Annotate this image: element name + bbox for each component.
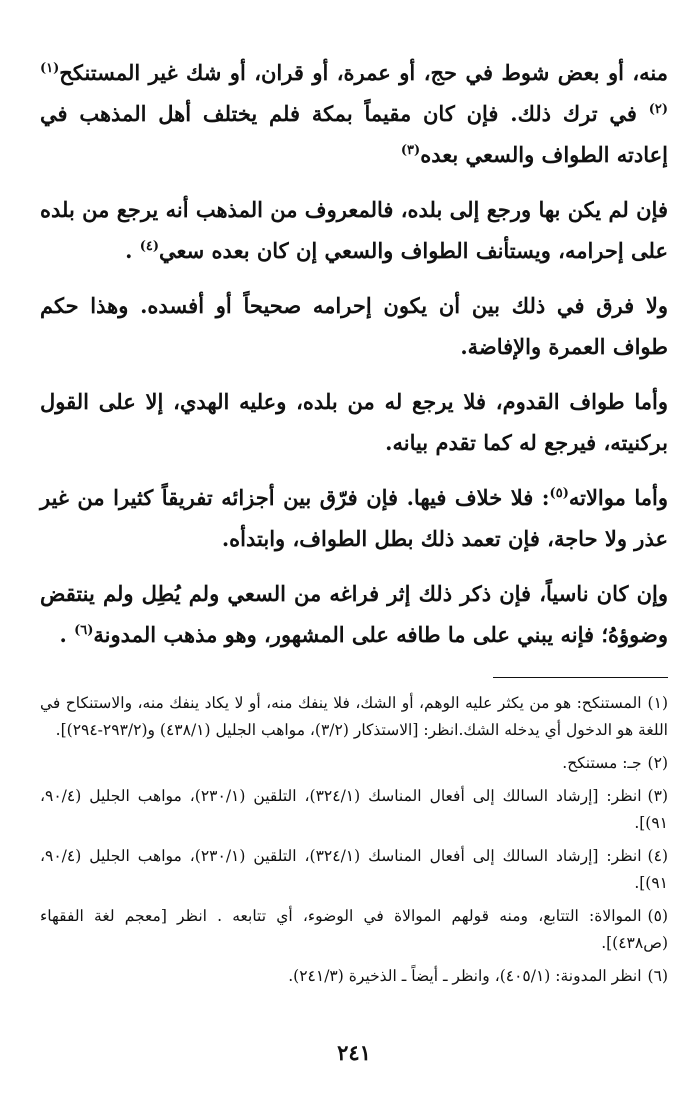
footnote-6 — [40, 963, 668, 990]
footnote-number: (١) — [647, 694, 668, 712]
footnote-number: (٣) — [647, 787, 668, 805]
paragraph-4 — [40, 381, 668, 463]
paragraph-2 — [40, 189, 668, 271]
footnotes — [40, 690, 668, 996]
footnote-ref: (٦) — [74, 623, 94, 638]
footnote-ref: (٣) — [400, 143, 421, 158]
paragraph-text: . — [59, 622, 75, 647]
paragraph-3 — [40, 285, 668, 367]
footnote-ref: (٤) — [139, 239, 159, 254]
footnote-5 — [40, 903, 668, 957]
footnote-4 — [40, 843, 668, 897]
paragraph-5 — [40, 477, 668, 559]
paragraph-text: وأما طواف القدوم، فلا يرجع له من بلده، وعليه الهدي، إلا على القول بركنيته، فيرجع له كما تقدم بيانه. — [40, 389, 668, 455]
footnote-number: (٤) — [647, 847, 668, 865]
footnote-text: انظر: [إرشاد السالك إلى أفعال المناسك (٣٢٤/١)، التلقين (٢٣٠/١)، مواهب الجليل (٩٠/٤، ٩١)]. — [40, 787, 668, 832]
footnote-number: (٥) — [647, 907, 668, 925]
footnote-text: الموالاة: التتابع، ومنه قولهم الموالاة في الوضوء، أي تتابعه . انظر [معجم لغة الفقهاء (ص٤٣٨)]. — [40, 907, 668, 952]
paragraph-text: وإن كان ناسياً، فإن ذكر ذلك إثر فراغه من السعي ولم يُطِل ولم ينتقض وضوؤهُ؛ فإنه يبني على ما طافه على المشهور، وهو مذهب المدونة — [40, 581, 669, 647]
paragraph-text: . — [125, 238, 140, 263]
footnote-divider — [493, 677, 668, 678]
footnote-ref: (٥) — [549, 486, 569, 501]
paragraph-1 — [40, 52, 668, 175]
paragraph-lead: وأما موالاته — [568, 485, 668, 510]
footnote-2 — [40, 750, 668, 777]
page-number: ٢٤١ — [337, 1040, 371, 1065]
paragraph-text: : فلا خلاف فيها. فإن فرّق بين أجزائه تفريقاً كثيرا من غير عذر ولا حاجة، فإن تعمد ذلك بطل الطواف، وابتدأه. — [40, 485, 668, 551]
paragraph-text: في ترك ذلك. فإن كان مقيماً بمكة فلم يختلف أهل المذهب في إعادته الطواف والسعي بعده — [40, 101, 668, 167]
footnote-1 — [40, 690, 668, 744]
footnote-text: المستنكح: هو من يكثر عليه الوهم، أو الشك، فلا ينفك منه، أو لا يكاد ينفك منه، والاستنكاح في اللغة هو الدخول أي يدخله الشك.انظر: [الاستذكار (٣/٢)، مواهب الجليل (٤٣٨/١) و(٢٩٣/٢-٢٩٤)]. — [40, 694, 668, 739]
paragraph-text: ولا فرق في ذلك بين أن يكون إحرامه صحيحاً أو أفسده. وهذا حكم طواف العمرة والإفاضة. — [40, 293, 668, 359]
footnote-3 — [40, 783, 668, 837]
footnote-ref: (١)(٢) — [40, 61, 668, 117]
footnote-number: (٢) — [647, 754, 668, 772]
footnote-text: انظر: [إرشاد السالك إلى أفعال المناسك (٣٢٤/١)، التلقين (٢٣٠/١)، مواهب الجليل (٩٠/٤، ٩١)]. — [40, 847, 668, 892]
footnote-number: (٦) — [647, 967, 668, 985]
paragraph-text: منه، أو بعض شوط في حج، أو عمرة، أو قران، أو شك غير المستنكح — [59, 60, 668, 85]
footnote-text: جـ: مستنكح. — [562, 754, 642, 772]
main-text — [40, 52, 668, 669]
footnote-text: انظر المدونة: (٤٠٥/١)، وانظر ـ أيضاً ـ الذخيرة (٢٤١/٣). — [288, 967, 642, 985]
paragraph-6 — [40, 573, 668, 655]
paragraph-text: فإن لم يكن بها ورجع إلى بلده، فالمعروف من المذهب أنه يرجع من بلده على إحرامه، ويستأنف الطواف والسعي إن كان بعده سعي — [40, 197, 668, 263]
document-page — [40, 0, 668, 1111]
